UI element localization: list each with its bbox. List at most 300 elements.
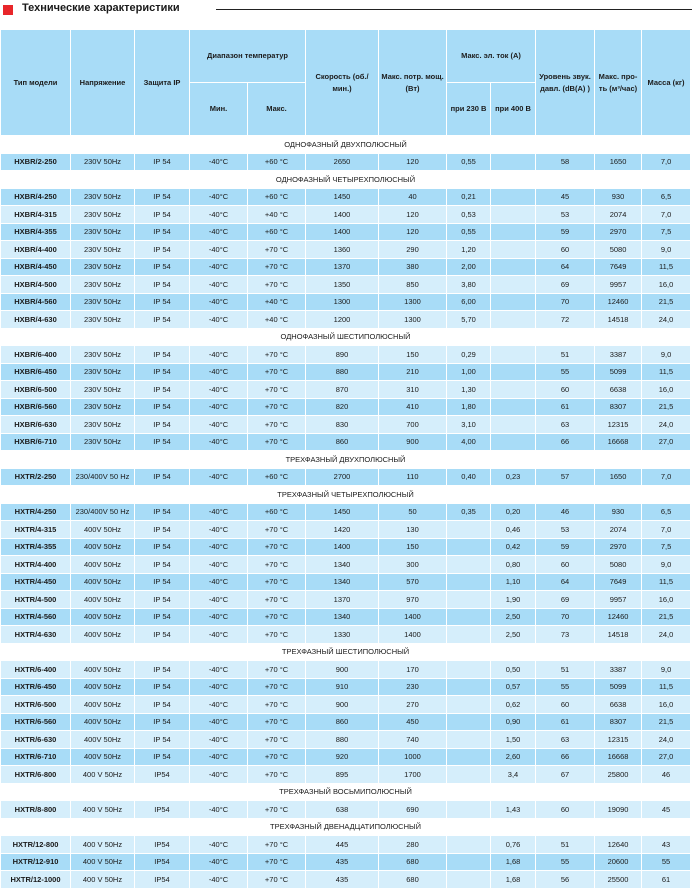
cell-current-230: 0,53 (447, 206, 491, 224)
cell-temp-min: -40°C (190, 696, 248, 714)
table-row (1, 223, 691, 241)
cell-speed: 1400 (306, 538, 379, 556)
cell-temp-max: +70 °C (248, 381, 306, 399)
cell-noise: 59 (536, 538, 595, 556)
table-row (1, 766, 691, 784)
cell-voltage: 230V 50Hz (71, 293, 135, 311)
cell-temp-max: +70 °C (248, 836, 306, 854)
cell-current-400: 0,80 (491, 556, 536, 574)
section-title: ТРЕХФАЗНЫЙ ДВУХПОЛЮСНЫЙ (1, 451, 691, 469)
cell-current-230 (447, 801, 491, 819)
cell-flow: 3387 (595, 661, 642, 679)
cell-speed: 830 (306, 416, 379, 434)
cell-speed: 1420 (306, 521, 379, 539)
table-row (1, 556, 691, 574)
header-mass: Масса (кг) (642, 30, 691, 136)
cell-flow: 5080 (595, 556, 642, 574)
cell-mass: 27,0 (642, 748, 691, 766)
cell-voltage: 400 V 50Hz (71, 836, 135, 854)
cell-model: HXTR/6-710 (1, 748, 71, 766)
cell-voltage: 400 V 50Hz (71, 801, 135, 819)
cell-noise: 57 (536, 468, 595, 486)
cell-power: 450 (379, 713, 447, 731)
cell-model: HXTR/4-355 (1, 538, 71, 556)
cell-temp-max: +70 °C (248, 713, 306, 731)
cell-temp-max: +70 °C (248, 538, 306, 556)
cell-temp-max: +70 °C (248, 521, 306, 539)
cell-flow: 25500 (595, 871, 642, 889)
cell-temp-min: -40°C (190, 223, 248, 241)
cell-mass: 7,5 (642, 223, 691, 241)
cell-power: 1400 (379, 608, 447, 626)
cell-voltage: 230V 50Hz (71, 311, 135, 329)
cell-speed: 1370 (306, 258, 379, 276)
specifications-table (0, 29, 691, 889)
cell-noise: 60 (536, 801, 595, 819)
cell-current-400: 1,10 (491, 573, 536, 591)
cell-noise: 67 (536, 766, 595, 784)
cell-current-230 (447, 626, 491, 644)
cell-noise: 45 (536, 188, 595, 206)
header-temp-range: Диапазон температур (190, 30, 306, 83)
cell-power: 410 (379, 398, 447, 416)
cell-model: HXBR/6-500 (1, 381, 71, 399)
cell-temp-min: -40°C (190, 311, 248, 329)
cell-flow: 12640 (595, 836, 642, 854)
cell-noise: 70 (536, 293, 595, 311)
cell-current-400 (491, 258, 536, 276)
cell-voltage: 230V 50Hz (71, 188, 135, 206)
cell-temp-min: -40°C (190, 503, 248, 521)
cell-voltage: 400V 50Hz (71, 661, 135, 679)
cell-noise: 53 (536, 206, 595, 224)
cell-power: 270 (379, 696, 447, 714)
cell-protection: IP54 (135, 871, 190, 889)
cell-mass: 24,0 (642, 416, 691, 434)
cell-temp-min: -40°C (190, 363, 248, 381)
cell-power: 310 (379, 381, 447, 399)
cell-speed: 880 (306, 731, 379, 749)
cell-model: HXTR/4-450 (1, 573, 71, 591)
cell-protection: IP54 (135, 766, 190, 784)
cell-current-400: 1,90 (491, 591, 536, 609)
cell-voltage: 400V 50Hz (71, 556, 135, 574)
header-current: Макс. эл. ток (А) (447, 30, 536, 83)
cell-model: HXBR/4-315 (1, 206, 71, 224)
cell-current-400 (491, 276, 536, 294)
cell-speed: 860 (306, 433, 379, 451)
cell-power: 110 (379, 468, 447, 486)
cell-noise: 55 (536, 363, 595, 381)
header-protection: Защита IP (135, 30, 190, 136)
cell-temp-max: +70 °C (248, 433, 306, 451)
table-row (1, 748, 691, 766)
section-header-row (1, 643, 691, 661)
cell-current-230: 4,00 (447, 433, 491, 451)
cell-mass: 11,5 (642, 678, 691, 696)
red-square-icon (3, 5, 13, 15)
cell-temp-min: -40°C (190, 853, 248, 871)
cell-mass: 45 (642, 801, 691, 819)
cell-current-230: 1,20 (447, 241, 491, 259)
section-header-row (1, 486, 691, 504)
cell-mass: 7,0 (642, 521, 691, 539)
cell-flow: 5080 (595, 241, 642, 259)
cell-current-400: 1,68 (491, 853, 536, 871)
cell-mass: 11,5 (642, 258, 691, 276)
cell-noise: 55 (536, 853, 595, 871)
cell-protection: IP 54 (135, 678, 190, 696)
cell-temp-max: +70 °C (248, 363, 306, 381)
cell-flow: 8307 (595, 398, 642, 416)
cell-temp-max: +70 °C (248, 276, 306, 294)
cell-flow: 8307 (595, 713, 642, 731)
cell-noise: 46 (536, 503, 595, 521)
cell-model: HXBR/4-450 (1, 258, 71, 276)
section-title: ТРЕХФАЗНЫЙ ДВЕНАДЦАТИПОЛЮСНЫЙ (1, 818, 691, 836)
cell-flow: 16668 (595, 433, 642, 451)
table-row (1, 853, 691, 871)
cell-current-400: 1,50 (491, 731, 536, 749)
cell-speed: 2650 (306, 153, 379, 171)
cell-voltage: 230V 50Hz (71, 381, 135, 399)
cell-flow: 2970 (595, 223, 642, 241)
cell-speed: 890 (306, 346, 379, 364)
cell-flow: 930 (595, 503, 642, 521)
cell-power: 1700 (379, 766, 447, 784)
cell-protection: IP 54 (135, 468, 190, 486)
cell-voltage: 230/400V 50 Hz (71, 503, 135, 521)
cell-power: 570 (379, 573, 447, 591)
cell-voltage: 230V 50Hz (71, 206, 135, 224)
cell-current-400 (491, 381, 536, 399)
cell-protection: IP 54 (135, 503, 190, 521)
cell-voltage: 400V 50Hz (71, 731, 135, 749)
cell-temp-max: +70 °C (248, 661, 306, 679)
cell-current-400: 0,20 (491, 503, 536, 521)
section-header-row (1, 451, 691, 469)
table-row (1, 363, 691, 381)
cell-speed: 1450 (306, 188, 379, 206)
cell-current-400 (491, 241, 536, 259)
cell-model: HXTR/4-560 (1, 608, 71, 626)
cell-power: 230 (379, 678, 447, 696)
cell-current-230 (447, 538, 491, 556)
cell-model: HXTR/4-250 (1, 503, 71, 521)
cell-mass: 24,0 (642, 731, 691, 749)
cell-power: 120 (379, 153, 447, 171)
header-voltage: Напряжение (71, 30, 135, 136)
cell-temp-max: +60 °C (248, 223, 306, 241)
cell-flow: 14518 (595, 311, 642, 329)
cell-temp-min: -40°C (190, 433, 248, 451)
table-row (1, 433, 691, 451)
table-row (1, 258, 691, 276)
table-header (1, 30, 691, 136)
table-row (1, 573, 691, 591)
cell-protection: IP 54 (135, 206, 190, 224)
cell-voltage: 230V 50Hz (71, 433, 135, 451)
cell-speed: 1450 (306, 503, 379, 521)
cell-mass: 9,0 (642, 661, 691, 679)
cell-model: HXTR/6-560 (1, 713, 71, 731)
cell-mass: 21,5 (642, 713, 691, 731)
cell-current-230 (447, 696, 491, 714)
cell-mass: 7,0 (642, 468, 691, 486)
cell-model: HXBR/4-355 (1, 223, 71, 241)
cell-protection: IP 54 (135, 521, 190, 539)
cell-current-400 (491, 416, 536, 434)
cell-noise: 60 (536, 696, 595, 714)
cell-power: 1300 (379, 311, 447, 329)
cell-current-230: 1,00 (447, 363, 491, 381)
cell-temp-min: -40°C (190, 188, 248, 206)
cell-flow: 12315 (595, 416, 642, 434)
table-row (1, 276, 691, 294)
table-row (1, 713, 691, 731)
cell-temp-min: -40°C (190, 241, 248, 259)
cell-mass: 9,0 (642, 241, 691, 259)
cell-temp-max: +70 °C (248, 556, 306, 574)
cell-current-400: 0,90 (491, 713, 536, 731)
cell-temp-min: -40°C (190, 731, 248, 749)
cell-speed: 910 (306, 678, 379, 696)
cell-power: 1000 (379, 748, 447, 766)
cell-current-230 (447, 748, 491, 766)
header-current-230: при 230 В (447, 83, 491, 136)
cell-temp-min: -40°C (190, 556, 248, 574)
cell-protection: IP54 (135, 836, 190, 854)
cell-temp-min: -40°C (190, 416, 248, 434)
table-row (1, 503, 691, 521)
cell-power: 50 (379, 503, 447, 521)
cell-model: HXBR/2-250 (1, 153, 71, 171)
cell-current-230: 0,29 (447, 346, 491, 364)
cell-power: 150 (379, 346, 447, 364)
cell-noise: 61 (536, 398, 595, 416)
cell-model: HXTR/4-400 (1, 556, 71, 574)
cell-flow: 9957 (595, 276, 642, 294)
section-header-row (1, 783, 691, 801)
cell-protection: IP 54 (135, 661, 190, 679)
cell-current-400: 0,50 (491, 661, 536, 679)
cell-model: HXTR/12-800 (1, 836, 71, 854)
cell-mass: 43 (642, 836, 691, 854)
cell-current-400: 2,50 (491, 608, 536, 626)
cell-mass: 27,0 (642, 433, 691, 451)
cell-flow: 6638 (595, 696, 642, 714)
cell-temp-max: +40 °C (248, 206, 306, 224)
cell-power: 970 (379, 591, 447, 609)
cell-power: 130 (379, 521, 447, 539)
table-row (1, 206, 691, 224)
cell-model: HXBR/6-560 (1, 398, 71, 416)
cell-mass: 7,0 (642, 153, 691, 171)
cell-temp-max: +70 °C (248, 766, 306, 784)
title-divider (216, 9, 692, 10)
cell-temp-min: -40°C (190, 871, 248, 889)
cell-power: 290 (379, 241, 447, 259)
cell-temp-min: -40°C (190, 626, 248, 644)
cell-temp-min: -40°C (190, 258, 248, 276)
cell-speed: 1350 (306, 276, 379, 294)
cell-temp-min: -40°C (190, 538, 248, 556)
cell-mass: 46 (642, 766, 691, 784)
cell-protection: IP 54 (135, 153, 190, 171)
table-row (1, 591, 691, 609)
cell-temp-max: +60 °C (248, 503, 306, 521)
cell-temp-max: +60 °C (248, 468, 306, 486)
cell-protection: IP 54 (135, 538, 190, 556)
cell-temp-min: -40°C (190, 836, 248, 854)
cell-protection: IP 54 (135, 626, 190, 644)
cell-temp-max: +70 °C (248, 871, 306, 889)
cell-protection: IP 54 (135, 696, 190, 714)
cell-speed: 880 (306, 363, 379, 381)
cell-model: HXTR/6-400 (1, 661, 71, 679)
cell-flow: 5099 (595, 363, 642, 381)
cell-speed: 435 (306, 853, 379, 871)
cell-temp-min: -40°C (190, 678, 248, 696)
cell-mass: 55 (642, 853, 691, 871)
cell-temp-min: -40°C (190, 521, 248, 539)
cell-mass: 6,5 (642, 188, 691, 206)
cell-mass: 9,0 (642, 556, 691, 574)
cell-flow: 2970 (595, 538, 642, 556)
cell-current-400 (491, 311, 536, 329)
cell-temp-max: +70 °C (248, 241, 306, 259)
cell-flow: 1650 (595, 468, 642, 486)
cell-voltage: 400 V 50Hz (71, 766, 135, 784)
cell-temp-min: -40°C (190, 293, 248, 311)
cell-power: 700 (379, 416, 447, 434)
cell-protection: IP 54 (135, 433, 190, 451)
cell-voltage: 400V 50Hz (71, 591, 135, 609)
cell-speed: 895 (306, 766, 379, 784)
cell-noise: 72 (536, 311, 595, 329)
cell-current-400: 1,43 (491, 801, 536, 819)
cell-current-230: 0,21 (447, 188, 491, 206)
cell-speed: 1370 (306, 591, 379, 609)
cell-temp-max: +70 °C (248, 608, 306, 626)
cell-mass: 21,5 (642, 293, 691, 311)
cell-mass: 7,5 (642, 538, 691, 556)
header-noise: Уровень звук. давл. (dB(A) ) (536, 30, 595, 136)
cell-temp-min: -40°C (190, 381, 248, 399)
section-header-row (1, 136, 691, 154)
cell-speed: 900 (306, 696, 379, 714)
cell-voltage: 400V 50Hz (71, 608, 135, 626)
cell-temp-min: -40°C (190, 346, 248, 364)
table-row (1, 608, 691, 626)
cell-current-400: 0,62 (491, 696, 536, 714)
cell-noise: 60 (536, 381, 595, 399)
cell-current-230 (447, 573, 491, 591)
cell-protection: IP 54 (135, 573, 190, 591)
header-flow: Макс. про-ть (м³/час) (595, 30, 642, 136)
cell-flow: 12460 (595, 608, 642, 626)
cell-mass: 24,0 (642, 626, 691, 644)
cell-model: HXTR/4-315 (1, 521, 71, 539)
table-row (1, 871, 691, 889)
cell-noise: 60 (536, 241, 595, 259)
section-header-row (1, 328, 691, 346)
cell-model: HXBR/4-500 (1, 276, 71, 294)
cell-power: 40 (379, 188, 447, 206)
cell-speed: 1200 (306, 311, 379, 329)
table-row (1, 188, 691, 206)
table-row (1, 661, 691, 679)
cell-noise: 60 (536, 556, 595, 574)
cell-temp-min: -40°C (190, 766, 248, 784)
cell-flow: 5099 (595, 678, 642, 696)
table-row (1, 801, 691, 819)
section-title: ОДНОФАЗНЫЙ ДВУХПОЛЮСНЫЙ (1, 136, 691, 154)
cell-speed: 445 (306, 836, 379, 854)
cell-mass: 16,0 (642, 591, 691, 609)
cell-current-400: 2,60 (491, 748, 536, 766)
cell-temp-max: +70 °C (248, 731, 306, 749)
cell-current-230 (447, 521, 491, 539)
cell-model: HXBR/4-400 (1, 241, 71, 259)
cell-speed: 1340 (306, 608, 379, 626)
cell-voltage: 400V 50Hz (71, 678, 135, 696)
cell-protection: IP 54 (135, 591, 190, 609)
cell-voltage: 230V 50Hz (71, 398, 135, 416)
cell-voltage: 230V 50Hz (71, 223, 135, 241)
section-title: ТРЕХФАЗНЫЙ ВОСЬМИПОЛЮСНЫЙ (1, 783, 691, 801)
cell-model: HXBR/6-710 (1, 433, 71, 451)
cell-protection: IP 54 (135, 748, 190, 766)
table-row (1, 468, 691, 486)
cell-temp-min: -40°C (190, 713, 248, 731)
cell-model: HXTR/12-910 (1, 853, 71, 871)
header-speed: Скорость (об./мин.) (306, 30, 379, 136)
cell-mass: 21,5 (642, 398, 691, 416)
cell-temp-max: +60 °C (248, 153, 306, 171)
cell-model: HXBR/4-250 (1, 188, 71, 206)
cell-temp-min: -40°C (190, 608, 248, 626)
cell-model: HXTR/4-500 (1, 591, 71, 609)
cell-current-230 (447, 678, 491, 696)
cell-current-230: 1,80 (447, 398, 491, 416)
cell-current-400 (491, 346, 536, 364)
cell-current-400 (491, 153, 536, 171)
section-title: ОДНОФАЗНЫЙ ШЕСТИПОЛЮСНЫЙ (1, 328, 691, 346)
cell-model: HXTR/8-800 (1, 801, 71, 819)
cell-power: 300 (379, 556, 447, 574)
cell-voltage: 230/400V 50 Hz (71, 468, 135, 486)
cell-speed: 900 (306, 661, 379, 679)
table-row (1, 416, 691, 434)
cell-power: 900 (379, 433, 447, 451)
cell-temp-max: +70 °C (248, 801, 306, 819)
table-row (1, 293, 691, 311)
cell-current-400: 1,68 (491, 871, 536, 889)
cell-flow: 12460 (595, 293, 642, 311)
cell-current-230: 2,00 (447, 258, 491, 276)
cell-model: HXTR/2-250 (1, 468, 71, 486)
cell-flow: 9957 (595, 591, 642, 609)
cell-noise: 73 (536, 626, 595, 644)
cell-speed: 1400 (306, 206, 379, 224)
cell-noise: 53 (536, 521, 595, 539)
cell-current-230: 0,55 (447, 223, 491, 241)
cell-voltage: 230V 50Hz (71, 153, 135, 171)
table-row (1, 696, 691, 714)
cell-voltage: 230V 50Hz (71, 258, 135, 276)
cell-protection: IP 54 (135, 731, 190, 749)
